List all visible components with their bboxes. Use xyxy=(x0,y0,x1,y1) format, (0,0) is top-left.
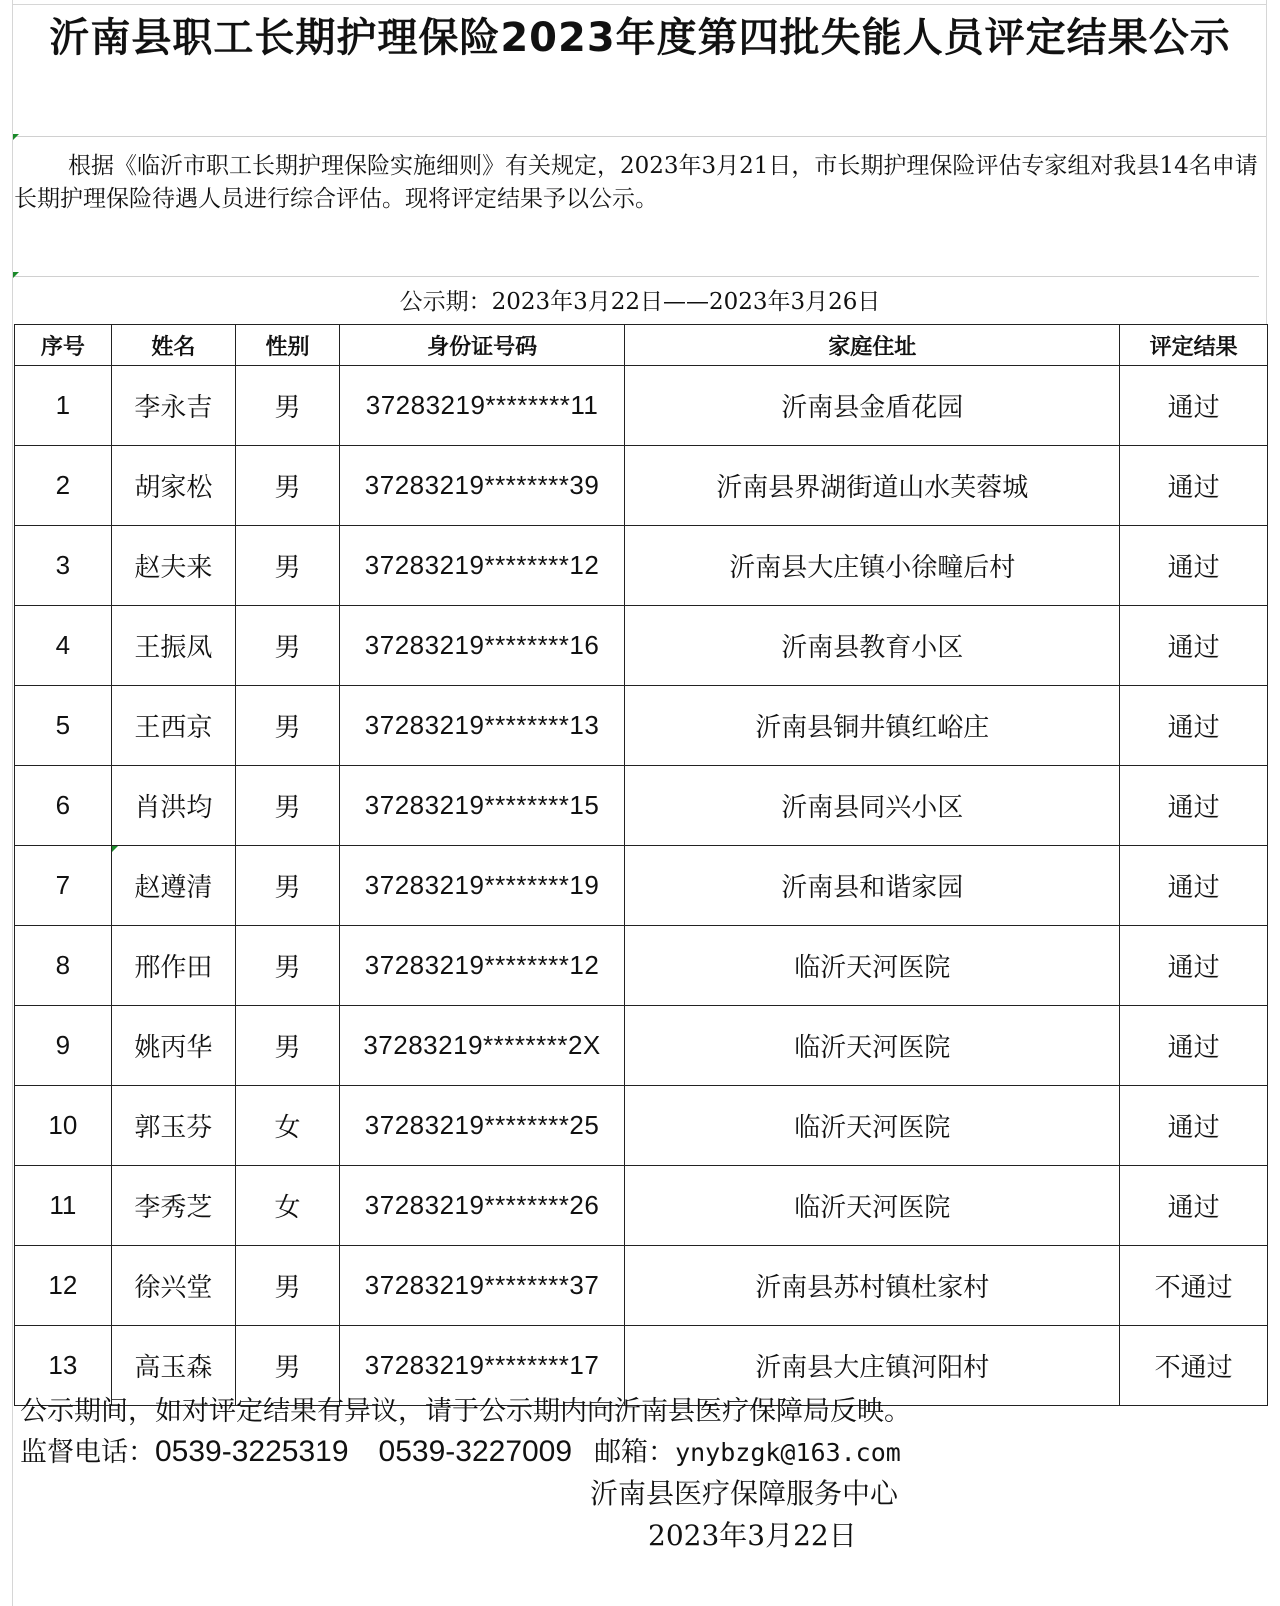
table-row xyxy=(15,766,1268,846)
page-title: 沂南县职工长期护理保险2023年度第四批失能人员评定结果公示 xyxy=(14,8,1266,137)
issue-date: 2023年3月22日 xyxy=(648,1519,857,1552)
cell-address: 沂南县金盾花园 xyxy=(625,366,1120,446)
cell-gender: 男 xyxy=(236,686,340,766)
cell-address: 沂南县大庄镇河阳村 xyxy=(625,1326,1120,1406)
cell-no: 5 xyxy=(15,686,112,766)
cell-id-number: 37283219********39 xyxy=(339,446,624,526)
cell-no: 2 xyxy=(15,446,112,526)
sheet-top-border xyxy=(12,4,1267,5)
cell-no: 8 xyxy=(15,926,112,1006)
table-row xyxy=(15,446,1268,526)
table-row xyxy=(15,926,1268,1006)
table-row xyxy=(15,1166,1268,1246)
cell-gender: 男 xyxy=(236,1326,340,1406)
header-address: 家庭住址 xyxy=(625,325,1120,366)
cell-address: 沂南县教育小区 xyxy=(625,606,1120,686)
publicity-period: 公示期：2023年3月22日——2023年3月26日 xyxy=(399,289,881,315)
table-header-row xyxy=(15,325,1268,366)
cell-name: 肖洪均 xyxy=(111,766,235,846)
cell-no: 13 xyxy=(15,1326,112,1406)
cell-address: 沂南县界湖街道山水芙蓉城 xyxy=(625,446,1120,526)
cell-address: 临沂天河医院 xyxy=(625,926,1120,1006)
cell-result: 通过 xyxy=(1120,926,1268,1006)
cell-name: 李秀芝 xyxy=(111,1166,235,1246)
table-row xyxy=(15,1086,1268,1166)
header-id: 身份证号码 xyxy=(339,325,624,366)
cell-name: 王西京 xyxy=(111,686,235,766)
cell-name: 赵遵清 xyxy=(111,846,235,926)
cell-address: 沂南县苏村镇杜家村 xyxy=(625,1246,1120,1326)
cell-id-number: 37283219********16 xyxy=(339,606,624,686)
cell-id-number: 37283219********19 xyxy=(339,846,624,926)
cell-result: 通过 xyxy=(1120,1006,1268,1086)
cell-no: 4 xyxy=(15,606,112,686)
cell-result: 通过 xyxy=(1120,846,1268,926)
cell-comment-marker xyxy=(13,134,19,140)
cell-id-number: 37283219********13 xyxy=(339,686,624,766)
cell-gender: 男 xyxy=(236,926,340,1006)
cell-address: 沂南县铜井镇红峪庄 xyxy=(625,686,1120,766)
evaluation-table xyxy=(14,324,1268,1406)
cell-comment-marker xyxy=(112,846,118,852)
cell-gender: 男 xyxy=(236,766,340,846)
cell-address: 临沂天河医院 xyxy=(625,1166,1120,1246)
cell-id-number: 37283219********37 xyxy=(339,1246,624,1326)
header-no: 序号 xyxy=(15,325,112,366)
cell-address: 沂南县和谐家园 xyxy=(625,846,1120,926)
cell-comment-marker xyxy=(13,272,19,278)
cell-gender: 男 xyxy=(236,846,340,926)
email-label: 邮箱： xyxy=(594,1437,676,1468)
table-row xyxy=(15,1006,1268,1086)
cell-address: 沂南县大庄镇小徐疃后村 xyxy=(625,526,1120,606)
table-row xyxy=(15,366,1268,446)
cell-gender: 男 xyxy=(236,526,340,606)
cell-result: 通过 xyxy=(1120,1166,1268,1246)
header-name: 姓名 xyxy=(111,325,235,366)
cell-result: 通过 xyxy=(1120,606,1268,686)
cell-gender: 女 xyxy=(236,1166,340,1246)
cell-id-number: 37283219********25 xyxy=(339,1086,624,1166)
cell-gender: 男 xyxy=(236,446,340,526)
cell-gender: 男 xyxy=(236,366,340,446)
cell-result: 不通过 xyxy=(1120,1246,1268,1326)
cell-id-number: 37283219********15 xyxy=(339,766,624,846)
cell-id-number: 37283219********2X xyxy=(339,1006,624,1086)
cell-result: 通过 xyxy=(1120,526,1268,606)
cell-name: 赵夫来 xyxy=(111,526,235,606)
cell-result: 通过 xyxy=(1120,446,1268,526)
cell-result: 通过 xyxy=(1120,366,1268,446)
cell-gender: 男 xyxy=(236,1246,340,1326)
cell-address: 临沂天河医院 xyxy=(625,1086,1120,1166)
table-row xyxy=(15,686,1268,766)
cell-no: 6 xyxy=(15,766,112,846)
cell-id-number: 37283219********12 xyxy=(339,926,624,1006)
cell-id-number: 37283219********11 xyxy=(339,366,624,446)
cell-result: 通过 xyxy=(1120,1086,1268,1166)
issuing-organization: 沂南县医疗保障服务中心 xyxy=(590,1477,899,1510)
cell-name: 徐兴堂 xyxy=(111,1246,235,1326)
cell-name: 李永吉 xyxy=(111,366,235,446)
cell-name: 王振凤 xyxy=(111,606,235,686)
cell-no: 7 xyxy=(15,846,112,926)
contact-line xyxy=(20,1432,901,1473)
phone-number-2: 0539-3227009 xyxy=(378,1435,573,1468)
cell-address: 临沂天河医院 xyxy=(625,1006,1120,1086)
cell-address: 沂南县同兴小区 xyxy=(625,766,1120,846)
cell-name: 邢作田 xyxy=(111,926,235,1006)
header-gender: 性别 xyxy=(236,325,340,366)
cell-name: 胡家松 xyxy=(111,446,235,526)
cell-name: 姚丙华 xyxy=(111,1006,235,1086)
table-row xyxy=(15,606,1268,686)
header-result: 评定结果 xyxy=(1120,325,1268,366)
cell-no: 10 xyxy=(15,1086,112,1166)
cell-name: 高玉森 xyxy=(111,1326,235,1406)
phone-label: 监督电话： xyxy=(20,1437,155,1468)
cell-result: 不通过 xyxy=(1120,1326,1268,1406)
phone-number-1: 0539-3225319 xyxy=(155,1435,349,1468)
cell-no: 12 xyxy=(15,1246,112,1326)
cell-result: 通过 xyxy=(1120,766,1268,846)
cell-id-number: 37283219********17 xyxy=(339,1326,624,1406)
cell-no: 11 xyxy=(15,1166,112,1246)
cell-gender: 女 xyxy=(236,1086,340,1166)
table-row xyxy=(15,846,1268,926)
cell-id-number: 37283219********26 xyxy=(339,1166,624,1246)
cell-id-number: 37283219********12 xyxy=(339,526,624,606)
cell-no: 1 xyxy=(15,366,112,446)
objection-notice: 公示期间，如对评定结果有异议，请于公示期内向沂南县医疗保障局反映。 xyxy=(20,1396,911,1427)
email-address: ynybzgk@163.com xyxy=(675,1438,901,1467)
table-row xyxy=(15,1246,1268,1326)
cell-no: 3 xyxy=(15,526,112,606)
sheet-right-border xyxy=(1266,0,1267,324)
cell-name: 郭玉芬 xyxy=(111,1086,235,1166)
cell-result: 通过 xyxy=(1120,686,1268,766)
intro-paragraph: 根据《临沂市职工长期护理保险实施细则》有关规定，2023年3月21日，市长期护理保险评估专家组对我县14名申请长期护理保险待遇人员进行综合评估。现将评定结果予以公示。 xyxy=(14,150,1259,277)
table-row xyxy=(15,526,1268,606)
cell-gender: 男 xyxy=(236,1006,340,1086)
cell-gender: 男 xyxy=(236,606,340,686)
cell-no: 9 xyxy=(15,1006,112,1086)
sheet-left-border xyxy=(12,0,13,1606)
